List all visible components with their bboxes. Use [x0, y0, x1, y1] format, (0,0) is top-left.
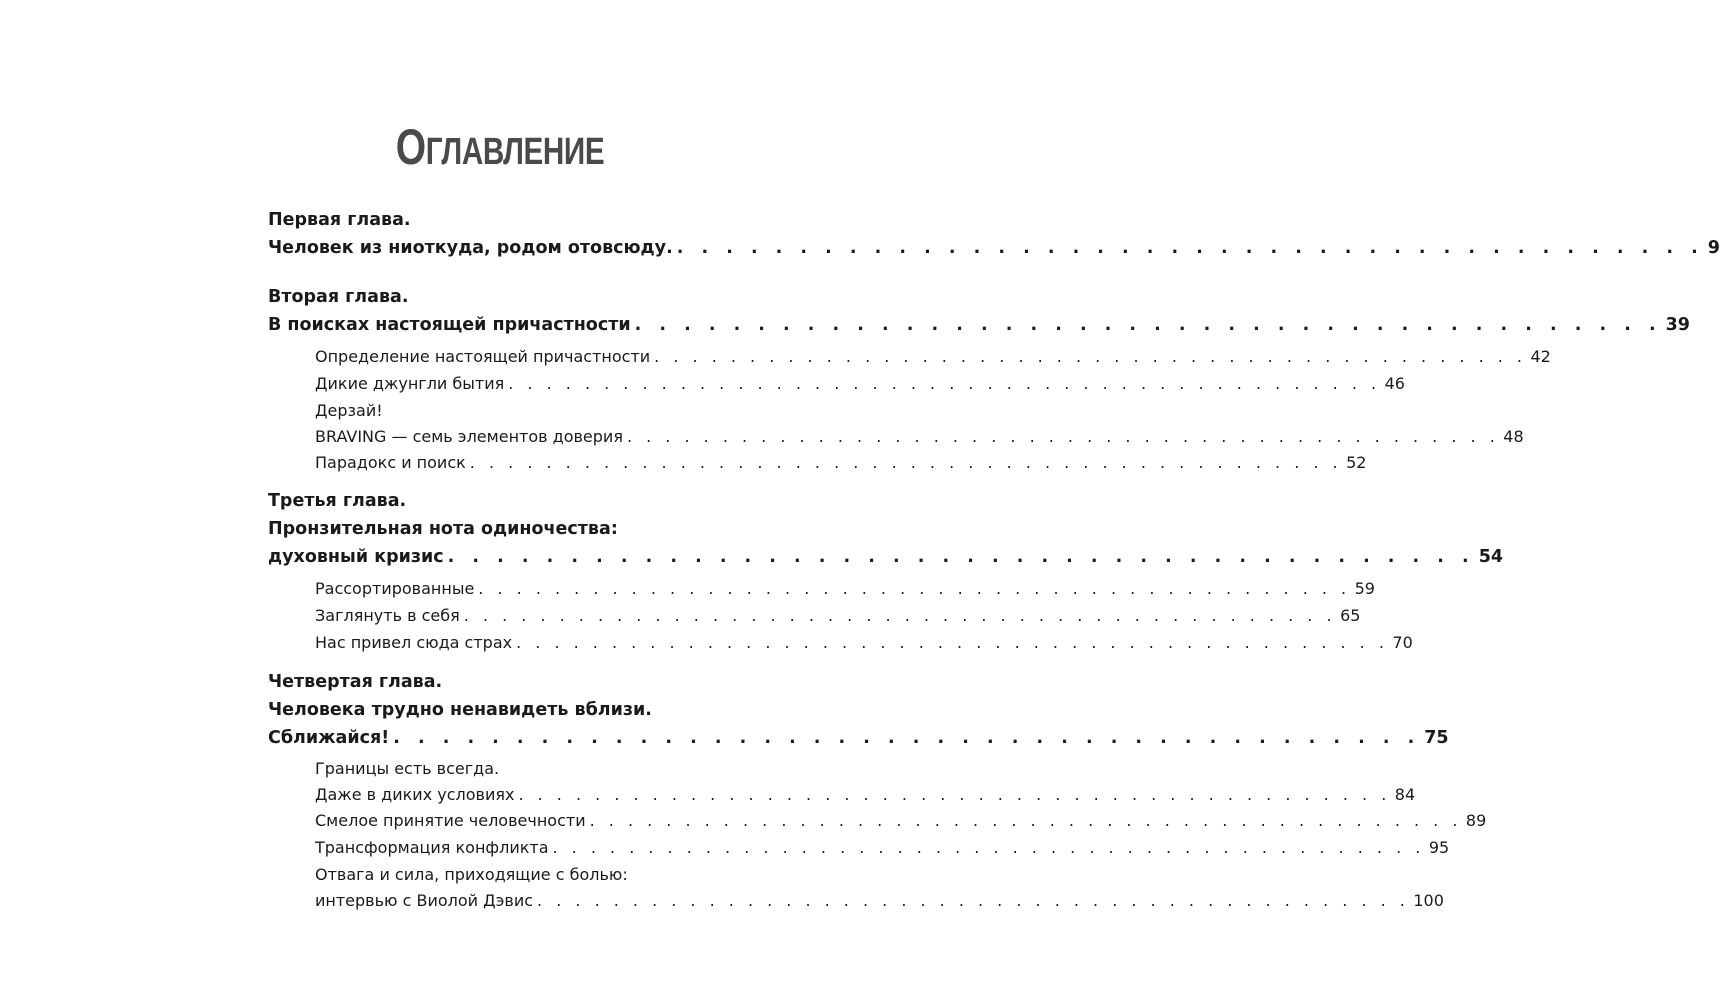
section-title: BRAVING — семь элементов доверия: [315, 427, 623, 446]
page-number: 46: [1384, 374, 1405, 393]
chapter-label: Вторая глава.: [268, 287, 409, 307]
title-initial: О: [395, 119, 426, 175]
page-number: 9: [1707, 238, 1720, 258]
toc-section[interactable]: [315, 398, 1524, 450]
title-rest: ГЛАВЛЕНИЕ: [425, 131, 605, 173]
dot-leader: . . . . . . . . . . . . . . . . . . . . . . . . . . . . . . . . . . . . . . . . . . . . . .: [589, 811, 1462, 830]
toc-chapter-2[interactable]: [268, 283, 1690, 339]
section-title: Рассортированные: [315, 579, 475, 598]
page-number: 42: [1530, 347, 1551, 366]
page-number: 75: [1424, 728, 1449, 748]
toc-section[interactable]: [315, 835, 1450, 861]
page-number: 59: [1354, 579, 1375, 598]
section-title: Нас привел сюда страх: [315, 633, 513, 652]
chapter-title: Сближайся!: [268, 728, 390, 748]
page-number: 48: [1503, 427, 1524, 446]
dot-leader: . . . . . . . . . . . . . . . . . . . . . . . . . . . . . . . . . . . . . . . . . . . . . .: [469, 453, 1343, 472]
page-number: 100: [1413, 891, 1444, 910]
toc-chapter-1[interactable]: [268, 206, 1720, 262]
page-number: 54: [1478, 547, 1504, 567]
page-number: 52: [1346, 453, 1367, 472]
dot-leader: . . . . . . . . . . . . . . . . . . . . . . . . . . . . . . . . . . . . . . . . . .: [447, 547, 1475, 567]
toc-section[interactable]: [315, 756, 1416, 808]
section-title: Дикие джунгли бытия: [315, 374, 505, 393]
dot-leader: . . . . . . . . . . . . . . . . . . . . . . . . . . . . . . . . . . . . . . . . . .: [634, 315, 1662, 335]
dot-leader: . . . . . . . . . . . . . . . . . . . . . . . . . . . . . . . . . . . . . . . . . . . . . .: [516, 633, 1389, 652]
chapter-title: духовный кризис: [268, 547, 444, 567]
dot-leader: . . . . . . . . . . . . . . . . . . . . . . . . . . . . . . . . . . . . . . . . . . . . . .: [537, 891, 1410, 910]
section-title: Трансформация конфликта: [315, 838, 549, 857]
dot-leader: . . . . . . . . . . . . . . . . . . . . . . . . . . . . . . . . . . . . . . . . . . . . . .: [508, 374, 1381, 393]
chapter-title-line2: Человека трудно ненавидеть вблизи.: [268, 700, 652, 720]
dot-leader: . . . . . . . . . . . . . . . . . . . . . . . . . . . . . . . . . . . . . . . . . . . . . .: [626, 427, 1500, 446]
toc-section[interactable]: [315, 344, 1551, 370]
section-title-line1: Отвага и сила, приходящие с болью:: [315, 865, 628, 884]
section-title: Заглянуть в себя: [315, 606, 460, 625]
toc-section[interactable]: [315, 450, 1367, 476]
section-title: Смелое принятие человечности: [315, 811, 586, 830]
toc-section[interactable]: [315, 630, 1413, 656]
section-title: интервью с Виолой Дэвис: [315, 891, 534, 910]
section-title-line1: Границы есть всегда.: [315, 759, 500, 778]
toc-chapter-3[interactable]: [268, 487, 1504, 571]
chapter-title: В поисках настоящей причастности: [268, 315, 631, 335]
chapter-title: Человек из ниоткуда, родом отовсюду.: [268, 238, 673, 258]
dot-leader: . . . . . . . . . . . . . . . . . . . . . . . . . . . . . . . . . . . . . . . . . .: [393, 728, 1421, 748]
section-title: Даже в диких условиях: [315, 785, 515, 804]
toc-chapter-4[interactable]: [268, 668, 1449, 752]
chapter-label: Четвертая глава.: [268, 672, 443, 692]
dot-leader: . . . . . . . . . . . . . . . . . . . . . . . . . . . . . . . . . . . . . . . . . . . . . .: [463, 606, 1337, 625]
dot-leader: . . . . . . . . . . . . . . . . . . . . . . . . . . . . . . . . . . . . . . . . . . . . . .: [552, 838, 1425, 857]
toc-section[interactable]: [315, 576, 1375, 602]
page-number: 84: [1394, 785, 1416, 804]
dot-leader: . . . . . . . . . . . . . . . . . . . . . . . . . . . . . . . . . . . . . . . . . .: [676, 238, 1704, 258]
section-title: Парадокс и поиск: [315, 453, 466, 472]
chapter-title-line2: Пронзительная нота одиночества:: [268, 519, 618, 539]
toc-section[interactable]: [315, 862, 1444, 914]
page-number: 95: [1428, 838, 1450, 857]
section-title: Определение настоящей причастности: [315, 347, 651, 366]
toc-section[interactable]: [315, 808, 1487, 834]
section-title-line1: Дерзай!: [315, 401, 383, 420]
dot-leader: . . . . . . . . . . . . . . . . . . . . . . . . . . . . . . . . . . . . . . . . . . . . . .: [518, 785, 1391, 804]
toc-section[interactable]: [315, 603, 1361, 629]
page-number: 70: [1392, 633, 1413, 652]
page-number: 39: [1665, 315, 1690, 335]
dot-leader: . . . . . . . . . . . . . . . . . . . . . . . . . . . . . . . . . . . . . . . . . . . . . .: [654, 347, 1527, 366]
page-number: 89: [1465, 811, 1487, 830]
chapter-label: Третья глава.: [268, 491, 407, 511]
page-title: [110, 118, 890, 176]
dot-leader: . . . . . . . . . . . . . . . . . . . . . . . . . . . . . . . . . . . . . . . . . . . . . .: [478, 579, 1351, 598]
page-number: 65: [1340, 606, 1361, 625]
chapter-label: Первая глава.: [268, 210, 411, 230]
toc-section[interactable]: [315, 371, 1405, 397]
